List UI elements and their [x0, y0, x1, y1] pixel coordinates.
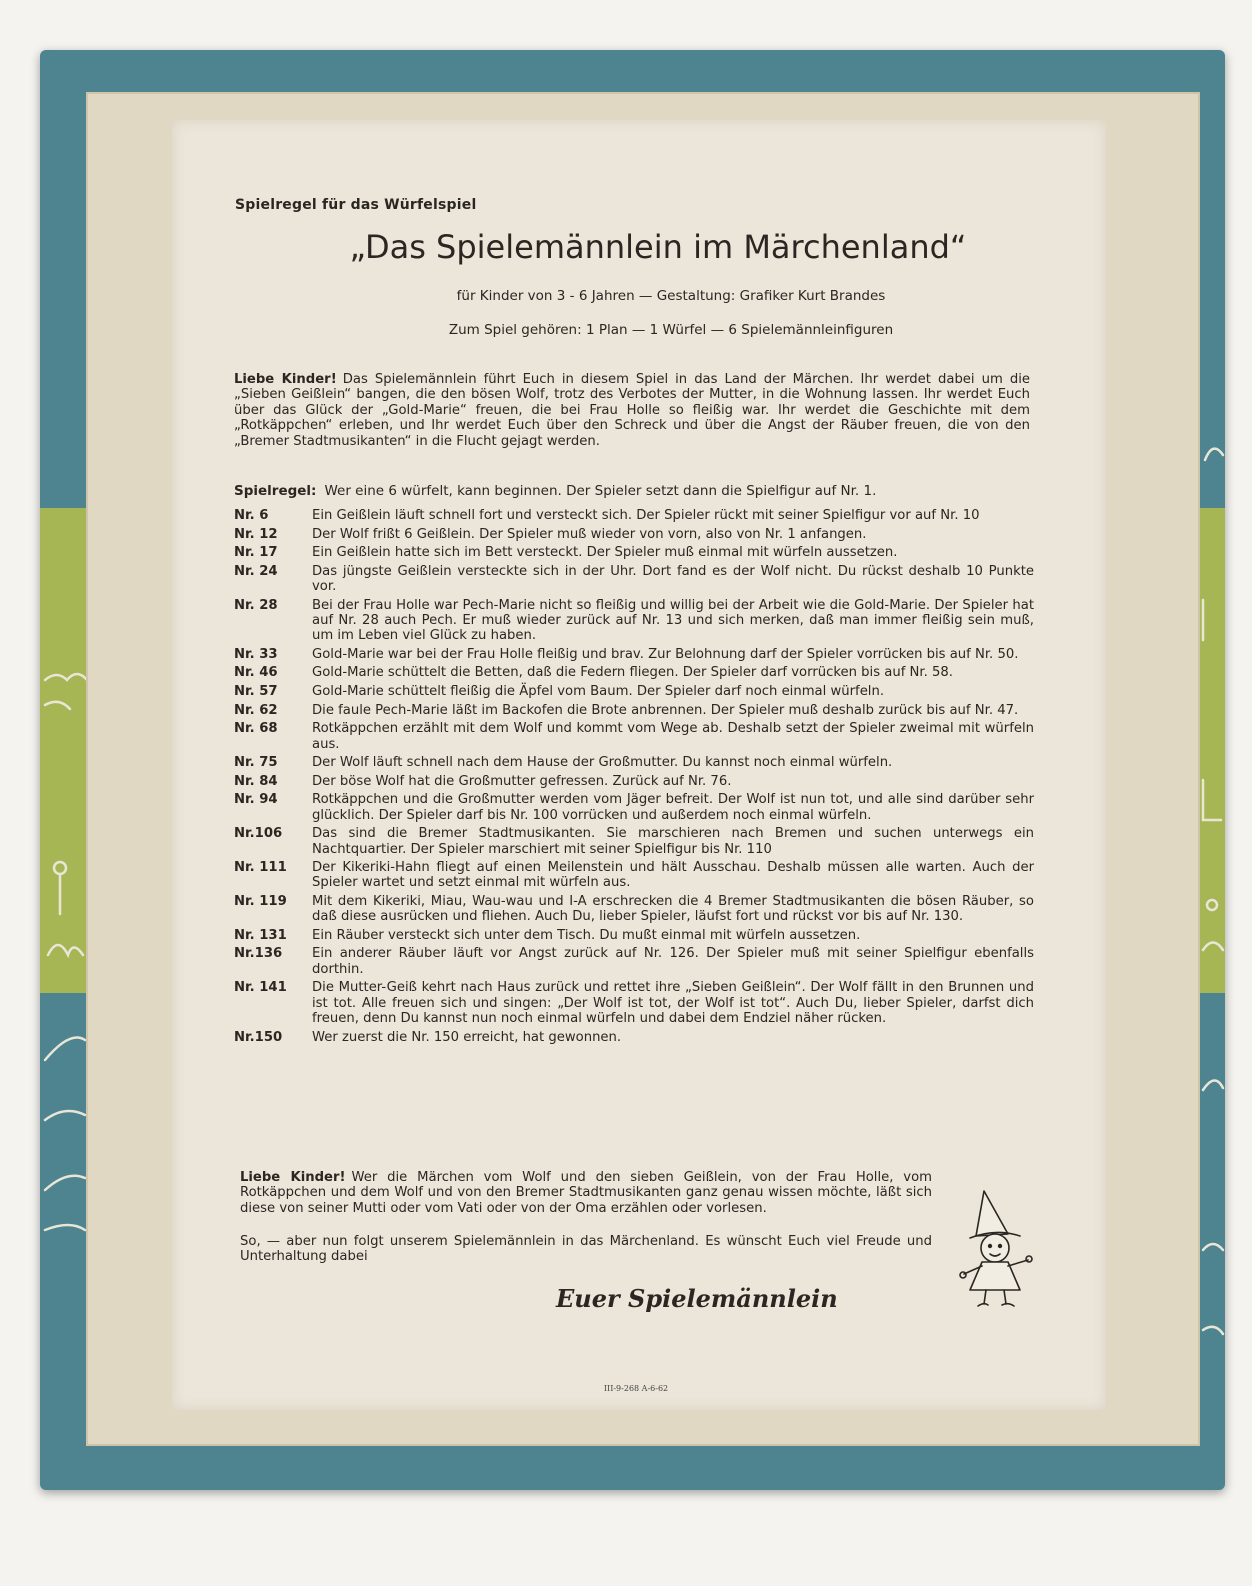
green-band-right — [1198, 508, 1225, 993]
game-contents: Zum Spiel gehören: 1 Plan — 1 Würfel — 6 Spielemännleinfiguren — [448, 322, 894, 338]
gnome-icon — [956, 1186, 1036, 1316]
rule-number: Nr. 141 — [234, 980, 287, 996]
rule-item — [234, 826, 1034, 857]
rule-text: Rotkäppchen und die Großmutter werden vom Jäger befreit. Der Wolf ist nun tot, und alle sind darüber sehr glücklich. Der Spieler darf bis Nr. 100 vorrücken und außerdem noch einmal würfeln. — [312, 792, 1034, 823]
signature: Euer Spielemännlein — [556, 1284, 838, 1313]
rule-item — [234, 545, 1034, 560]
outro-paragraph — [240, 1170, 932, 1216]
rule-item — [234, 928, 1034, 943]
rule-item — [234, 665, 1034, 680]
rule-number: Nr. 33 — [234, 646, 278, 662]
rule-number: Nr. 24 — [234, 563, 278, 579]
rule-text: Ein Geißlein hatte sich im Bett versteckt. Der Spieler muß einmal mit würfeln aussetzen. — [312, 545, 898, 561]
age-and-credits: für Kinder von 3 - 6 Jahren — Gestaltung: Grafiker Kurt Brandes — [456, 288, 886, 304]
rule-number: Nr. 111 — [234, 860, 287, 876]
rule-number: Nr. 131 — [234, 927, 287, 943]
rule-item — [234, 860, 1034, 891]
rule-text: Das sind die Bremer Stadtmusikanten. Sie marschieren nach Bremen und suchen unterwegs ein Nachtquartier. Der Spieler marschiert mit seiner Spielfigur bis Nr. 110 — [312, 826, 1034, 857]
rule-number: Nr.106 — [234, 826, 283, 842]
rule-text: Gold-Marie schüttelt die Betten, daß die Federn fliegen. Der Spieler darf vorrücken bis auf Nr. 58. — [312, 665, 953, 681]
intro-paragraph — [234, 372, 1030, 449]
rule-text: Gold-Marie schüttelt fleißig die Äpfel vom Baum. Der Spieler darf noch einmal würfeln. — [312, 684, 885, 700]
rule-item — [234, 792, 1034, 823]
rule-number: Nr. 6 — [234, 508, 269, 523]
rules-list — [234, 508, 1034, 1048]
outro-lead: Liebe Kinder! — [240, 1170, 346, 1185]
rules-subtitle: Spielregel für das Würfelspiel — [235, 197, 477, 213]
rule-number: Nr. 84 — [234, 773, 278, 789]
rule-item — [234, 1030, 1034, 1045]
rule-item — [234, 774, 1034, 789]
rule-number: Nr.150 — [234, 1029, 283, 1045]
rule-text: Gold-Marie war bei der Frau Holle fleißig und brav. Zur Belohnung darf der Spieler vorrücken bis auf Nr. 50. — [312, 646, 1019, 662]
rule-number: Nr. 68 — [234, 721, 278, 737]
rule-text: Ein Geißlein läuft schnell fort und versteckt sich. Der Spieler rückt mit seiner Spielfigur vor auf Nr. 10 — [312, 508, 980, 523]
rule-item — [234, 647, 1034, 662]
rule-item — [234, 684, 1034, 699]
rule-text: Der Kikeriki-Hahn fliegt auf einen Meilenstein und hält Ausschau. Deshalb müssen alle warten. Auch der Spieler wartet und setzt einmal mit würfeln aus. — [312, 860, 1034, 891]
rule-number: Nr. 119 — [234, 893, 287, 909]
rule-text: Mit dem Kikeriki, Miau, Wau-wau und I-A erschrecken die 4 Bremer Stadtmusikanten die bösen Räuber, so daß diese ausrücken und fliehen. Auch Du, lieber Spieler, läufst fort und rückst vor bis auf Nr. 130. — [312, 893, 1034, 925]
rule-text: Das jüngste Geißlein versteckte sich in der Uhr. Dort fand es der Wolf nicht. Du rückst deshalb 10 Punkte vor. — [312, 563, 1034, 595]
rule-text: Bei der Frau Holle war Pech-Marie nicht so fleißig und willig bei der Arbeit wie die Gold-Marie. Der Spieler hat auf Nr. 28 auch Pech. Er muß wieder zurück auf Nr. 13 und sich merken, daß man immer fleißig sein muß, um im Leben viel Glück zu haben. — [312, 597, 1034, 644]
rule-item — [234, 598, 1034, 644]
rule-item — [234, 564, 1034, 595]
rules-lead: Spielregel: — [234, 483, 317, 499]
rule-item — [234, 946, 1034, 977]
rule-number: Nr. 57 — [234, 684, 278, 700]
rule-text: Die Mutter-Geiß kehrt nach Haus zurück und rettet ihre „Sieben Geißlein“. Der Wolf fällt in den Brunnen und ist tot. Alle freuen sich und singen: „Der Wolf ist tot, der Wolf ist tot“. Auch Du, lieber Spieler, darfst dich freuen, denn Du kannst nun noch einmal würfeln und dabei dem Endziel näher rücken. — [312, 980, 1034, 1026]
rule-number: Nr. 12 — [234, 526, 278, 542]
game-title: „Das Spielemännlein im Märchenland“ — [349, 228, 967, 266]
rule-item — [234, 721, 1034, 752]
outro-text: Wer die Märchen vom Wolf und den sieben Geißlein, von der Frau Holle, vom Rotkäppchen und dem Wolf und von den Bremer Stadtmusikanten ganz genau wissen möchte, läßt sich diese von seiner Mutti oder vom Vati oder von der Oma erzählen oder vorlesen. — [240, 1170, 932, 1216]
rule-text: Ein anderer Räuber läuft vor Angst zurück auf Nr. 126. Der Spieler muß mit seiner Spielfigur ebenfalls dorthin. — [312, 946, 1034, 977]
rule-text: Rotkäppchen erzählt mit dem Wolf und kommt vom Wege ab. Deshalb setzt der Spieler zweimal mit würfeln aus. — [312, 721, 1034, 752]
rule-item — [234, 980, 1034, 1026]
rules-start-text: Wer eine 6 würfelt, kann beginnen. Der Spieler setzt dann die Spielfigur auf Nr. 1. — [324, 483, 877, 499]
rule-number: Nr. 94 — [234, 792, 278, 808]
rule-text: Der Wolf läuft schnell nach dem Hause der Großmutter. Du kannst noch einmal würfeln. — [312, 755, 893, 771]
rules-heading — [234, 483, 1034, 499]
rule-item — [234, 508, 1034, 523]
rule-text: Die faule Pech-Marie läßt im Backofen die Brote anbrennen. Der Spieler muß deshalb zurück bis auf Nr. 47. — [312, 702, 1019, 718]
rule-text: Der Wolf frißt 6 Geißlein. Der Spieler muß wieder von vorn, also von Nr. 1 anfangen. — [312, 526, 867, 542]
rule-text: Der böse Wolf hat die Großmutter gefressen. Zurück auf Nr. 76. — [312, 773, 732, 789]
rule-number: Nr. 46 — [234, 665, 278, 681]
rule-text: Ein Räuber versteckt sich unter dem Tisch. Du mußt einmal mit würfeln aussetzen. — [312, 927, 861, 943]
rule-number: Nr. 28 — [234, 597, 278, 613]
intro-text: Das Spielemännlein führt Euch in diesem Spiel in das Land der Märchen. Ihr werdet dabei um die „Sieben Geißlein“ bangen, die den bösen Wolf, trotz des Verbotes der Mutter, in die Wohnung lassen. Ihr werdet Euch über das Glück der „Gold-Marie“ freuen, die bei Frau Holle so fleißig war. Ihr werdet die Geschichte mit dem „Rotkäppchen“ erleben, und Ihr werdet Euch über den Schreck und über die Angst der Räuber freuen, die von den „Bremer Stadtmusikanten“ in die Flucht gejagt werden. — [234, 372, 1030, 449]
rule-text: Wer zuerst die Nr. 150 erreicht, hat gewonnen. — [312, 1029, 622, 1045]
rule-number: Nr. 17 — [234, 545, 278, 561]
print-code: III-9-268 A-6-62 — [603, 1384, 669, 1393]
rule-number: Nr. 62 — [234, 702, 278, 718]
rule-item — [234, 527, 1034, 542]
rule-item — [234, 894, 1034, 925]
closing-paragraph: So, — aber nun folgt unserem Spielemännlein in das Märchenland. Es wünscht Euch viel Freude und Unterhaltung dabei — [240, 1234, 932, 1265]
rule-number: Nr. 75 — [234, 755, 278, 771]
intro-lead: Liebe Kinder! — [234, 372, 337, 387]
rule-number: Nr.136 — [234, 946, 283, 962]
rule-item — [234, 755, 1034, 770]
rule-item — [234, 703, 1034, 718]
